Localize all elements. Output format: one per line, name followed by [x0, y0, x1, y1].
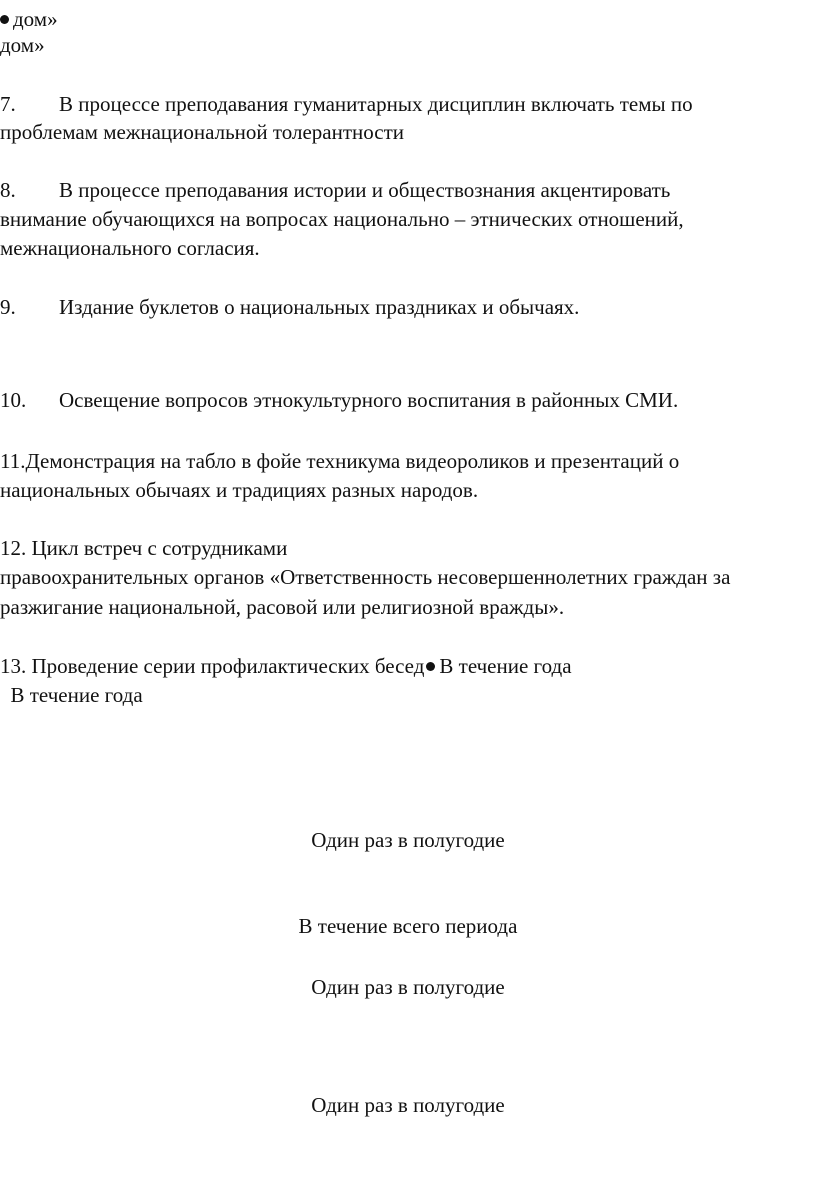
- item-7-line-2: проблемам межнациональной толерантности: [0, 120, 405, 144]
- item-8-line-3: межнационального согласия.: [0, 236, 260, 260]
- item-8-line-2: внимание обучающихся на вопросах национально – этнических отношений,: [0, 207, 684, 231]
- schedule-entry-4: Один раз в полугодие: [311, 1093, 505, 1117]
- item-8-text: В процессе преподавания истории и обществознания акцентировать: [59, 178, 671, 202]
- item-10-number: 10.: [0, 388, 27, 412]
- top-line-1-text: дом»: [13, 7, 58, 31]
- item-12-line-3: разжигание национальной, расовой или религиозной вражды».: [0, 595, 565, 619]
- item-11-line-1: 11.Демонстрация на табло в фойе техникума видеороликов и презентаций о: [0, 449, 680, 473]
- top-line-1: [0, 5, 58, 33]
- item-10-line-1: [0, 386, 678, 414]
- item-7-line-1: [0, 90, 693, 118]
- item-13-line-1: [0, 652, 572, 680]
- item-13-line-2: В течение года: [0, 683, 143, 707]
- item-9-number: 9.: [0, 295, 16, 319]
- item-12-line-2: правоохранительных органов «Ответственность несовершеннолетних граждан за: [0, 565, 731, 589]
- item-8-line-1: [0, 176, 670, 204]
- schedule-entry-1: Один раз в полугодие: [311, 828, 505, 852]
- item-13-text: 13. Проведение серии профилактических бесед: [0, 654, 425, 678]
- item-9-line-1: [0, 293, 579, 321]
- schedule-entry-3: Один раз в полугодие: [311, 975, 505, 999]
- item-7-number: 7.: [0, 92, 16, 116]
- bullet-icon: [0, 15, 9, 24]
- item-10-text: Освещение вопросов этнокультурного воспитания в районных СМИ.: [59, 388, 679, 412]
- item-11-line-2: национальных обычаях и традициях разных народов.: [0, 478, 479, 502]
- item-8-number: 8.: [0, 178, 16, 202]
- item-7-text: В процессе преподавания гуманитарных дисциплин включать темы по: [59, 92, 693, 116]
- item-13-period: В течение года: [439, 654, 572, 678]
- bullet-icon: [426, 662, 435, 671]
- item-12-line-1: 12. Цикл встреч с сотрудниками: [0, 536, 288, 560]
- schedule-entry-2: В течение всего периода: [298, 914, 518, 938]
- top-line-2: дом»: [0, 33, 45, 57]
- item-9-text: Издание буклетов о национальных праздниках и обычаях.: [59, 295, 580, 319]
